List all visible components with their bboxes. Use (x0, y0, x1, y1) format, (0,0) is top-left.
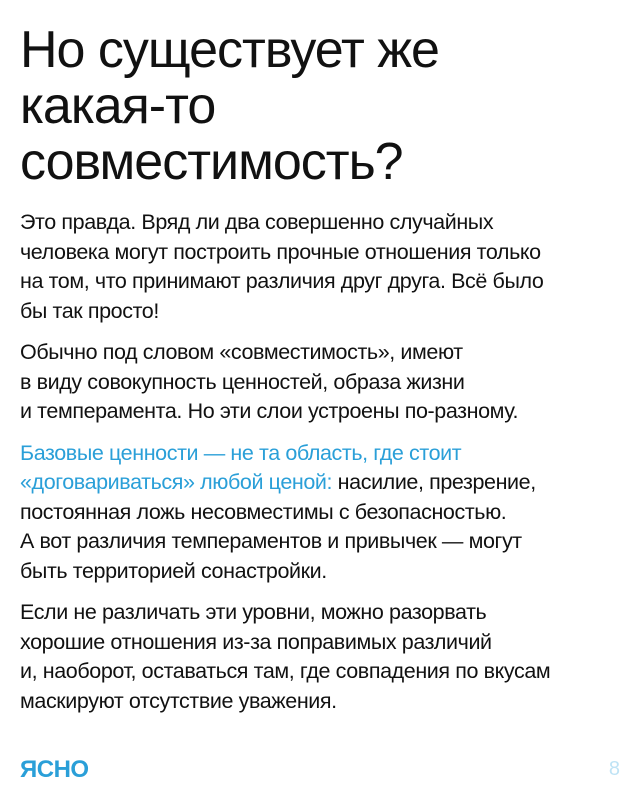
text-line: маскируют отсутствие уважения. (20, 688, 337, 713)
text-line (20, 468, 620, 498)
paragraph-3 (20, 439, 620, 587)
paragraph-4 (20, 598, 620, 716)
text-line: быть территорией сонастройки. (20, 558, 327, 583)
text-line: Обычно под словом «совместимость», имеют (20, 340, 463, 364)
page-number: 8 (608, 758, 620, 780)
text-line: бы так просто! (20, 298, 159, 323)
text-line: и темперамента. Но эти слои устроены по-разному. (20, 399, 519, 423)
text-line: в виду совокупность ценностей, образа жизни (20, 369, 465, 394)
brand-logo: ЯСНО (20, 756, 89, 783)
text-line: А вот различия темпераментов и привычек — могут (20, 529, 522, 553)
text-line: Если не различать эти уровни, можно разорвать (20, 600, 487, 624)
text-segment: насилие, презрение, (332, 470, 536, 494)
title-line: совместимость? (20, 133, 403, 191)
highlighted-text: «договариваться» любой ценой: (20, 470, 333, 494)
paragraph-1 (20, 208, 620, 326)
text-line: человека могут построить прочные отношения только (20, 239, 541, 264)
highlighted-text: Базовые ценности — не та область, где стоит (20, 440, 462, 465)
text-line: на том, что принимают различия друг друга. Всё было (20, 269, 544, 293)
text-line: постоянная ложь несовместимы с безопасностью. (20, 499, 507, 524)
text-line: Это правда. Вряд ли два совершенно случайных (20, 210, 494, 234)
page-title (20, 22, 620, 190)
body-text (20, 208, 620, 716)
title-line: какая-то (20, 77, 216, 135)
text-line: хорошие отношения из-за поправимых различий (20, 629, 492, 654)
paragraph-2 (20, 338, 620, 427)
title-line: Но существует же (20, 21, 439, 79)
text-line: и, наоборот, оставаться там, где совпадения по вкусам (20, 659, 551, 683)
